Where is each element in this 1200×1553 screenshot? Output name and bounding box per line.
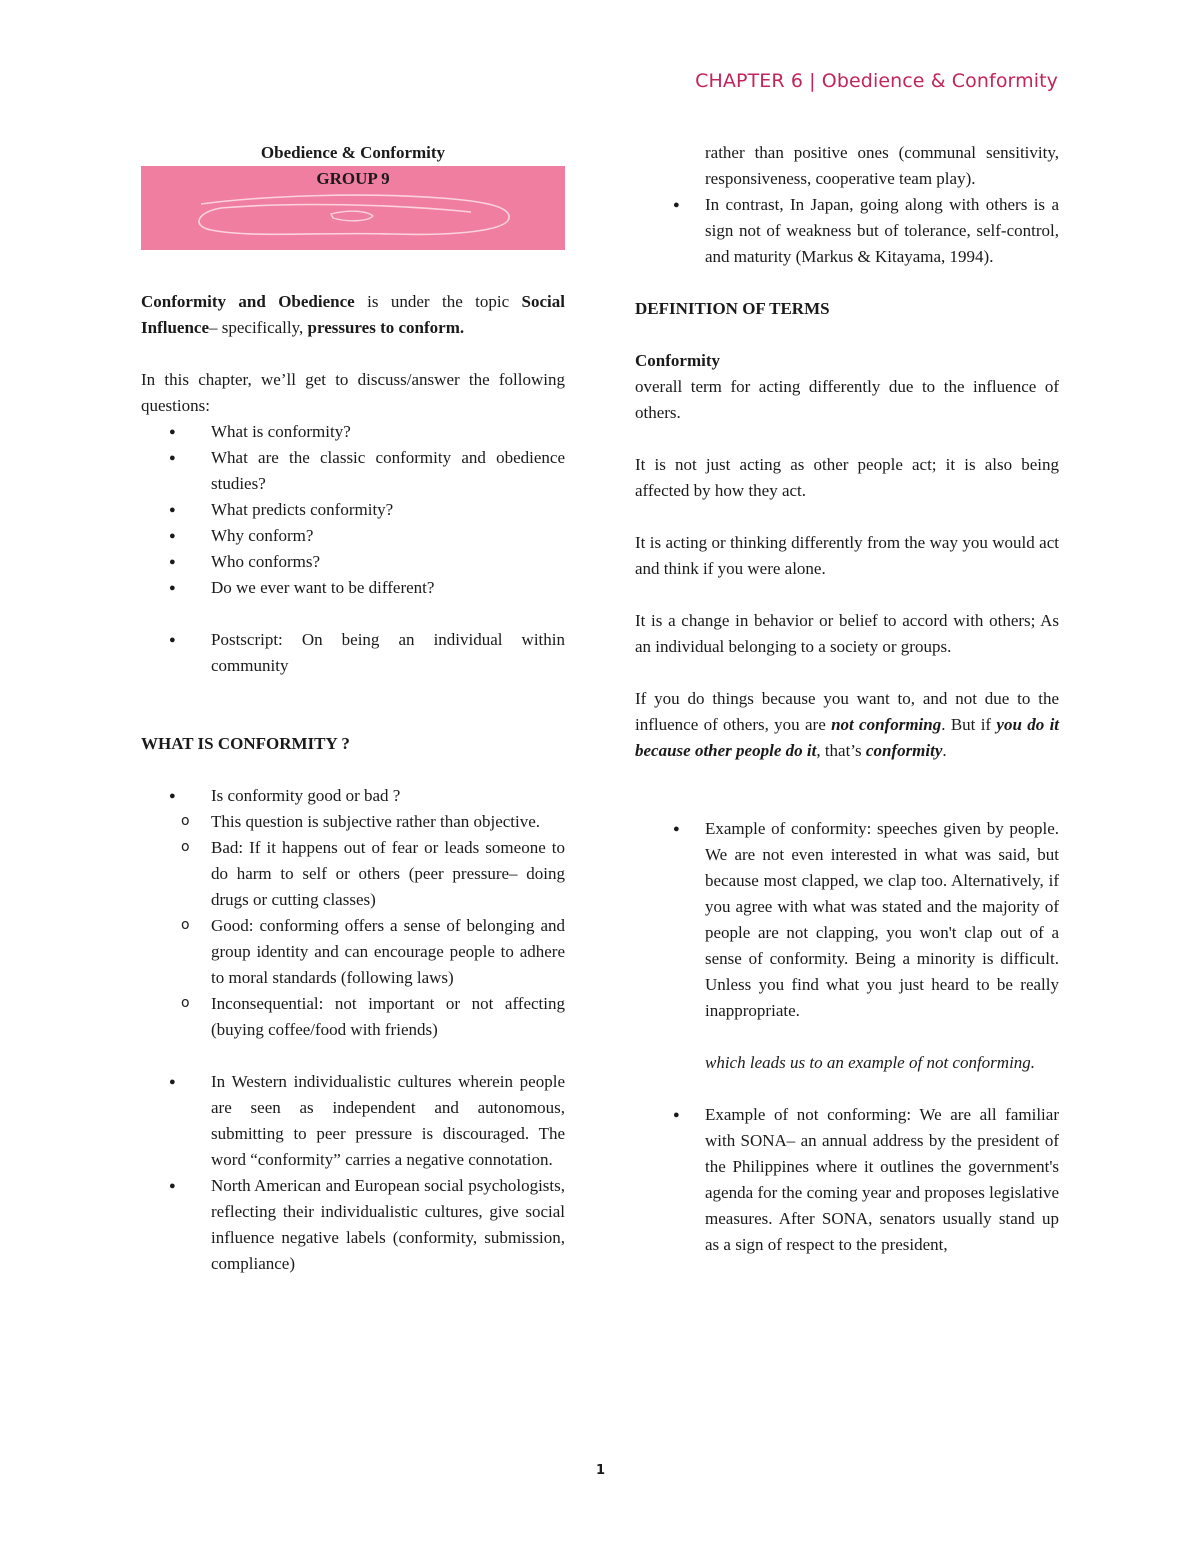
intro-paragraph: Conformity and Obedience is under the topic Social Influence– specifically, pressures to conform.	[141, 292, 565, 337]
section-heading: DEFINITION OF TERMS	[635, 299, 830, 318]
list-item: ● North American and European social psychologists, reflecting their individualistic cultures, give social influence negative labels (conformity, submission, compliance)	[141, 1173, 565, 1277]
list-item: ● In contrast, In Japan, going along with others is a sign not of weakness but of tolerance, self-control, and maturity (Markus & Kitayama, 1994).	[635, 192, 1059, 270]
list-item: ● Example of not conforming: We are all familiar with SONA– an annual address by the president of the Philippines where it outlines the government's agenda for the coming year and proposes legislative measures. After SONA, senators usually stand up as a sign of respect to the president,	[635, 1102, 1059, 1258]
section-heading: WHAT IS CONFORMITY ?	[141, 734, 350, 753]
questions-intro: In this chapter, we’ll get to discuss/answer the following questions:	[141, 370, 565, 415]
sub-list-item: o Good: conforming offers a sense of belonging and group identity and can encourage people to adhere to moral standards (following laws)	[141, 913, 565, 991]
definition-text: If you do things because you want to, and not due to the influence of others, you are not conforming. But if you do it because other people do it, that’s conformity.	[635, 689, 1060, 760]
list-item: ● Is conformity good or bad ?	[141, 783, 565, 809]
list-item: ● Example of conformity: speeches given by people. We are not even interested in what was said, but because most clapped, we clap too. Alternatively, if you agree with what was stated and the majority of people are not clapping, you won't clap out of a sense of conformity. Being a minority is difficult. Unless you find what you just heard to be really inappropriate.	[635, 816, 1059, 1024]
right-column	[635, 140, 1059, 1258]
definition-text: It is not just acting as other people act; it is also being affected by how they act.	[635, 455, 1059, 500]
sub-list-item: o This question is subjective rather than objective.	[141, 809, 565, 835]
sub-list-item: o Inconsequential: not important or not affecting (buying coffee/food with friends)	[141, 991, 565, 1043]
sub-list-item: o Bad: If it happens out of fear or leads someone to do harm to self or others (peer pressure– doing drugs or cutting classes)	[141, 835, 565, 913]
list-item: ● Who conforms?	[141, 549, 565, 575]
list-item-continued: rather than positive ones (communal sensitivity, responsiveness, cooperative team play).	[705, 143, 1059, 188]
definition-text: overall term for acting differently due to the influence of others.	[635, 377, 1059, 422]
left-column	[141, 140, 565, 1277]
group-banner	[141, 166, 565, 250]
italic-note: which leads us to an example of not conforming.	[705, 1053, 1036, 1072]
list-item: ● What are the classic conformity and obedience studies?	[141, 445, 565, 497]
document-title: Obedience & Conformity	[260, 143, 446, 162]
chapter-header: CHAPTER 6 | Obedience & Conformity	[695, 70, 1058, 92]
list-item: ● What is conformity?	[141, 419, 565, 445]
sub-list	[141, 809, 565, 1043]
definition-text: It is a change in behavior or belief to accord with others; As an individual belonging to a society or groups.	[635, 611, 1059, 656]
list-item: ● What predicts conformity?	[141, 497, 565, 523]
group-label: GROUP 9	[316, 169, 390, 188]
list-item: ● In Western individualistic cultures wherein people are seen as independent and autonomous, submitting to peer pressure is discouraged. The word “conformity” carries a negative connotation.	[141, 1069, 565, 1173]
list-item: ● Why conform?	[141, 523, 565, 549]
page-number: 1	[596, 1463, 606, 1478]
term-title: Conformity	[635, 351, 720, 370]
list-item: ● Do we ever want to be different?	[141, 575, 565, 601]
postscript-item: ● Postscript: On being an individual within community	[141, 627, 565, 679]
definition-text: It is acting or thinking differently from the way you would act and think if you were alone.	[635, 533, 1059, 578]
questions-list	[141, 419, 565, 601]
